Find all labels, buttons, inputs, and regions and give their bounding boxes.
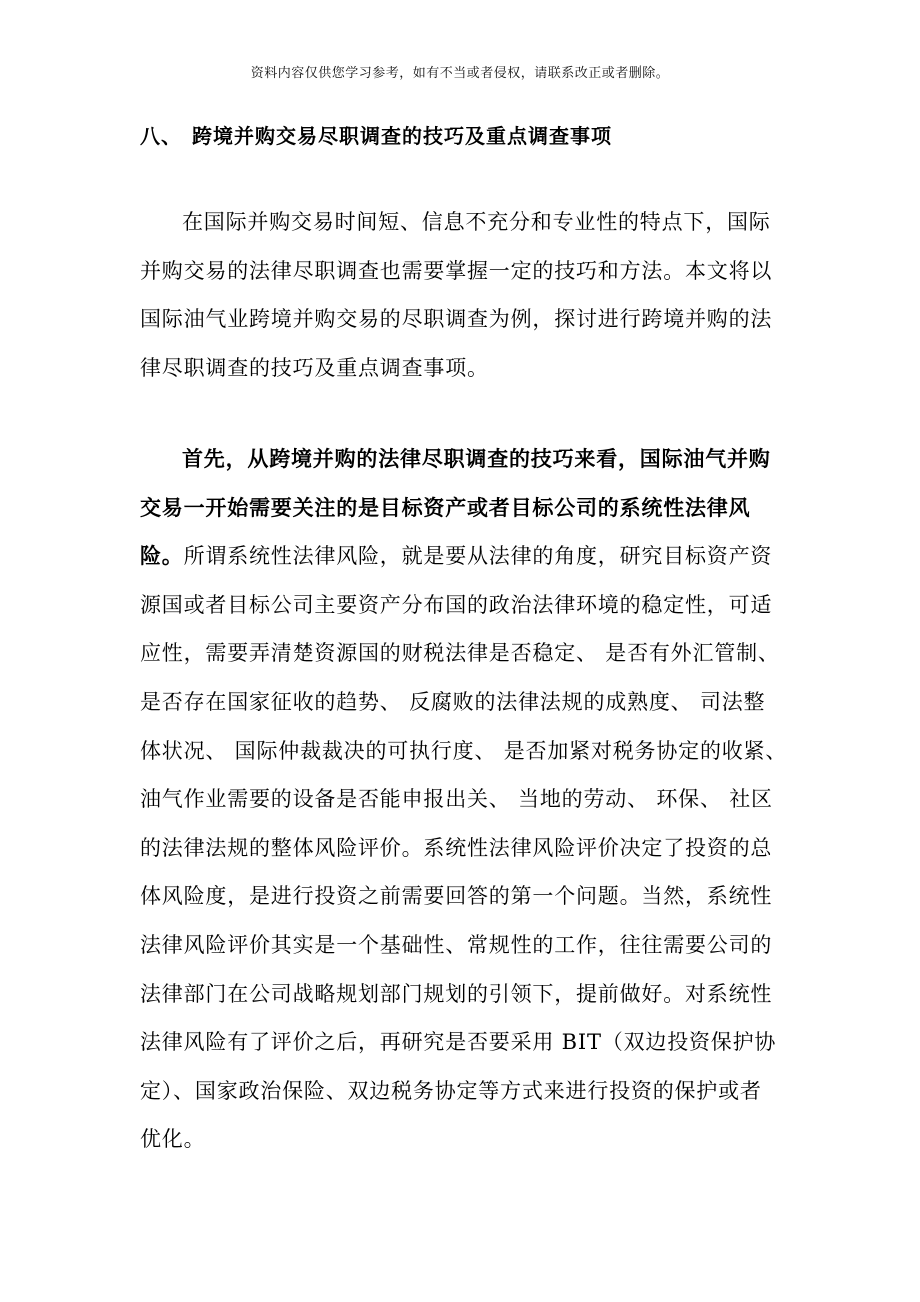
paragraph-line: 的法律法规的整体风险评价。系统性法律风险评价决定了投资的总: [140, 835, 773, 860]
paragraph-line: 是否存在国家征收的趋势、 反腐败的法律法规的成熟度、 司法整: [140, 689, 766, 714]
section-heading: [140, 120, 612, 149]
paragraph-line: 并购交易的法律尽职调查也需要掌握一定的技巧和方法。本文将以: [140, 258, 773, 283]
paragraph-line: 国际油气业跨境并购交易的尽职调查为例，探讨进行跨境并购的法: [140, 307, 773, 332]
paragraph-line: 油气作业需要的设备是否能申报出关、 当地的劳动、 环保、 社区: [140, 787, 773, 812]
header-note: 资料内容仅供您学习参考，如有不当或者侵权，请联系改正或者删除。: [250, 66, 670, 81]
paragraph-line-bold: 交易一开始需要关注的是目标资产或者目标公司的系统性法律风: [140, 494, 751, 520]
section-title: 跨境并购交易尽职调查的技巧及重点调查事项: [192, 124, 612, 148]
paragraph-line: 定）、国家政治保险、双边税务协定等方式来进行投资的保护或者: [140, 1078, 762, 1103]
intro-paragraph: [140, 198, 772, 392]
paragraph-line: 律尽职调查的技巧及重点调查事项。: [140, 355, 489, 380]
paragraph-line: 体状况、 国际仲裁裁决的可执行度、 是否加紧对税务协定的收紧、: [140, 738, 788, 763]
paragraph-line: 法律风险评价其实是一个基础性、常规性的工作，往往需要公司的: [140, 932, 773, 957]
paragraph-line: 法律风险有了评价之后，再研究是否要采用 BIT（双边投资保护协: [140, 1030, 777, 1055]
paragraph-line: 在国际并购交易时间短、信息不充分和专业性的特点下，国际: [182, 210, 771, 234]
paragraph-line: 源国或者目标公司主要资产分布国的政治法律环境的稳定性，可适: [140, 592, 773, 617]
paragraph-line: 法律部门在公司战略规划部门规划的引领下，提前做好。对系统性: [140, 981, 773, 1006]
regular-fragment: 所谓系统性法律风险，就是要从法律的角度，研究目标资产资: [183, 544, 773, 569]
paragraph-line: 体风险度，是进行投资之前需要回答的第一个问题。当然，系统性: [140, 884, 773, 909]
paragraph-line: [140, 532, 787, 581]
paragraph-line-bold: 首先，从跨境并购的法律尽职调查的技巧来看，国际油气并购: [182, 446, 771, 471]
paragraph-line: 应性，需要弄清楚资源国的财税法律是否稳定、 是否有外汇管制、: [140, 641, 780, 666]
body-paragraph: [140, 435, 787, 1164]
section-number: 八、: [140, 124, 182, 148]
paragraph-line: 优化。: [140, 1127, 206, 1152]
bold-fragment: 险。: [140, 543, 184, 569]
